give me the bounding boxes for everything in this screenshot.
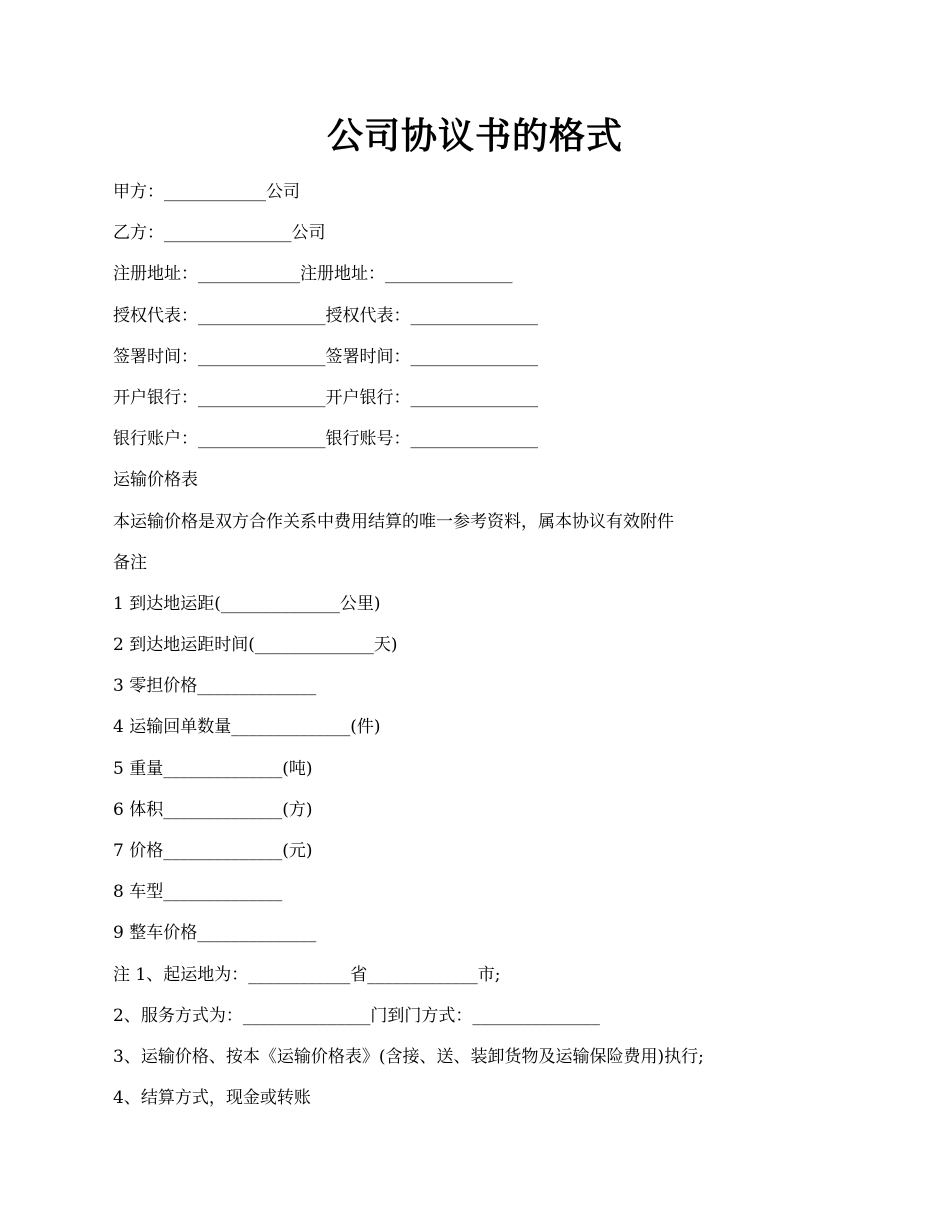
note-origin: 注 1、起运地为：____________省_____________市;: [113, 964, 501, 985]
note-pricing: 3、运输价格、按本《运输价格表》(含接、送、装卸货物及运输保险费用)执行;: [113, 1046, 704, 1067]
bank-account-line: 银行账户：_______________银行账号：_______________: [113, 429, 538, 450]
party-a-line: 甲方：____________公司: [113, 182, 300, 202]
note-settlement: 4、结算方式，现金或转账: [113, 1088, 311, 1109]
item-volume: 6 体积______________(方): [113, 799, 313, 820]
registered-address-line: 注册地址：____________注册地址：_______________: [113, 264, 513, 285]
price-table-heading: 运输价格表: [113, 470, 198, 491]
item-price: 7 价格______________(元): [113, 841, 313, 861]
party-b-line: 乙方：_______________公司: [113, 223, 326, 244]
item-weight: 5 重量______________(吨): [113, 758, 313, 779]
bank-line: 开户银行：_______________开户银行：_______________: [113, 387, 538, 408]
authorized-rep-line: 授权代表：_______________授权代表：_______________: [113, 305, 538, 326]
document-title: 公司协议书的格式: [326, 115, 623, 157]
document-body: [113, 176, 873, 1123]
item-transit-time: 2 到达地运距时间(______________天): [113, 635, 398, 656]
item-ltl-price: 3 零担价格______________: [113, 676, 317, 697]
signing-date-line: 签署时间：_______________签署时间：_______________: [113, 346, 538, 367]
price-table-note: 本运输价格是双方合作关系中费用结算的唯一参考资料，属本协议有效附件: [113, 511, 674, 532]
item-full-truck-price: 9 整车价格______________: [113, 923, 317, 944]
item-vehicle-type: 8 车型______________: [113, 882, 283, 903]
item-receipt-count: 4 运输回单数量______________(件): [113, 717, 381, 738]
remarks-heading: 备注: [113, 552, 147, 573]
note-service-mode: 2、服务方式为：_______________门到门方式：_______________: [113, 1005, 600, 1026]
item-distance: 1 到达地运距(______________公里): [113, 593, 381, 614]
